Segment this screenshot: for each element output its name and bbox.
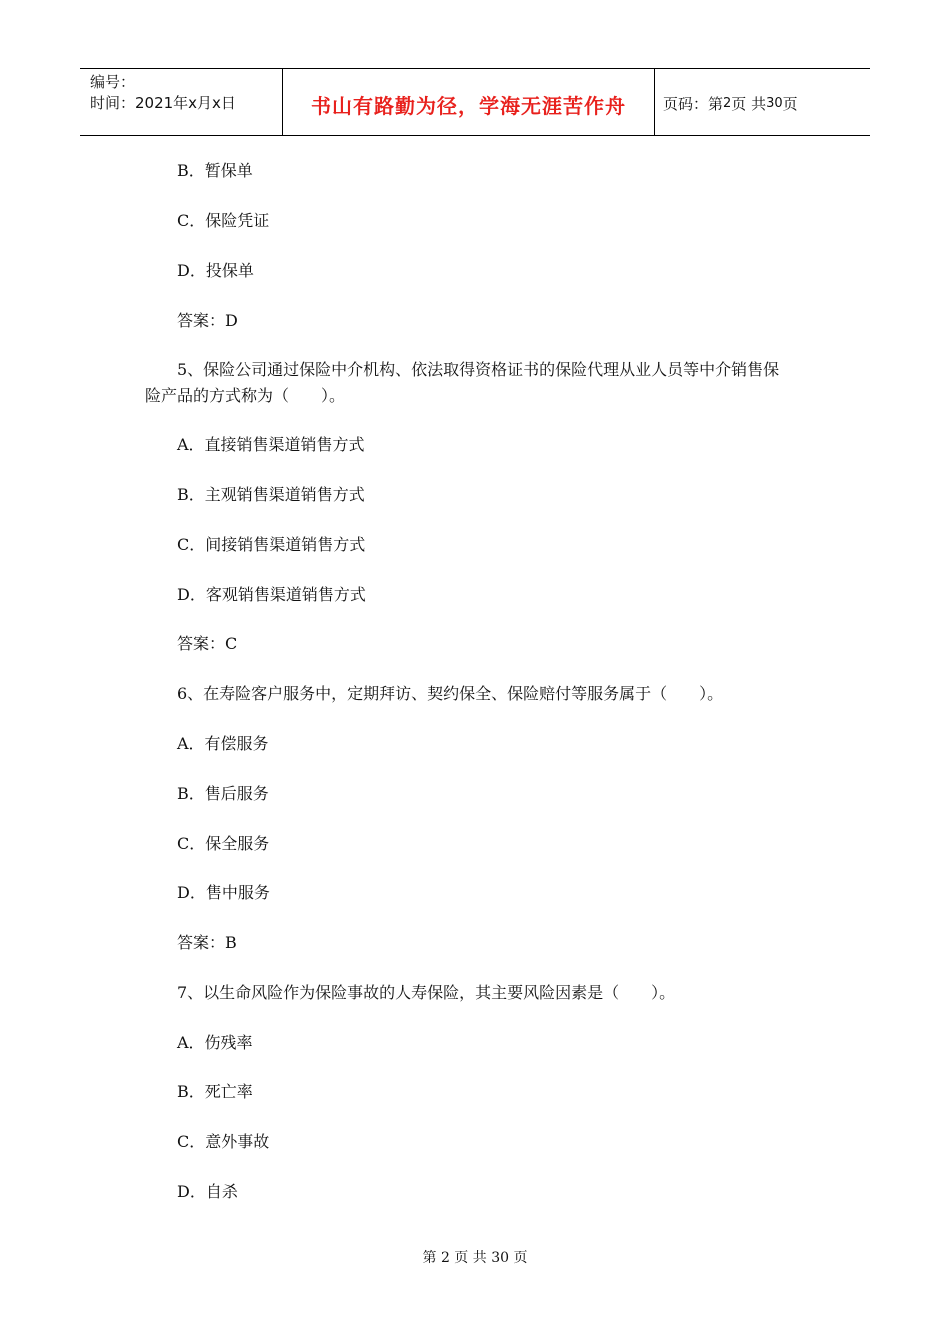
option-line: C．间接销售渠道销售方式 (177, 535, 366, 554)
option-line: B．主观销售渠道销售方式 (177, 485, 365, 504)
option-line: D．售中服务 (177, 883, 270, 902)
page-current: 2 (723, 95, 732, 111)
question-line: 7、以生命风险作为保险事故的人寿保险，其主要风险因素是（ ）。 (177, 983, 676, 1002)
header-motto: 书山有路勤为径，学海无涯苦作舟 (282, 69, 655, 135)
page-header (80, 68, 870, 136)
question-line: 6、在寿险客户服务中，定期拜访、契约保全、保险赔付等服务属于（ ）。 (177, 684, 724, 703)
page-suffix: 页 (782, 94, 798, 113)
answer-line: 答案：B (177, 933, 237, 952)
option-line: A．直接销售渠道销售方式 (177, 435, 365, 454)
option-line: A．伤残率 (177, 1033, 253, 1052)
option-line: B．暂保单 (177, 161, 253, 180)
header-info-cell (80, 69, 282, 135)
answer-line: 答案：C (177, 634, 238, 653)
page-prefix: 页码：第 (663, 94, 724, 113)
option-line: D．自杀 (177, 1182, 238, 1201)
question-line: 5、保险公司通过保险中介机构、依法取得资格证书的保险代理从业人员等中介销售保 (177, 360, 780, 379)
serial-label: 编号： (90, 73, 136, 91)
answer-line: 答案：D (177, 311, 238, 330)
option-line: C．保全服务 (177, 834, 270, 853)
option-line: C．保险凭证 (177, 211, 270, 230)
header-page-info (655, 69, 870, 135)
option-line: B．死亡率 (177, 1082, 253, 1101)
time-label: 时间：2021年x月x日 (90, 94, 236, 112)
page-total: 30 (766, 95, 783, 111)
option-line: A．有偿服务 (177, 734, 269, 753)
question-line-continued: 险产品的方式称为（ ）。 (145, 386, 346, 405)
page-footer: 第 2 页 共 30 页 (422, 1250, 528, 1266)
option-line: D．客观销售渠道销售方式 (177, 585, 366, 604)
option-line: B．售后服务 (177, 784, 269, 803)
page-mid: 页 共 (731, 94, 767, 113)
option-line: C．意外事故 (177, 1132, 270, 1151)
option-line: D．投保单 (177, 261, 254, 280)
